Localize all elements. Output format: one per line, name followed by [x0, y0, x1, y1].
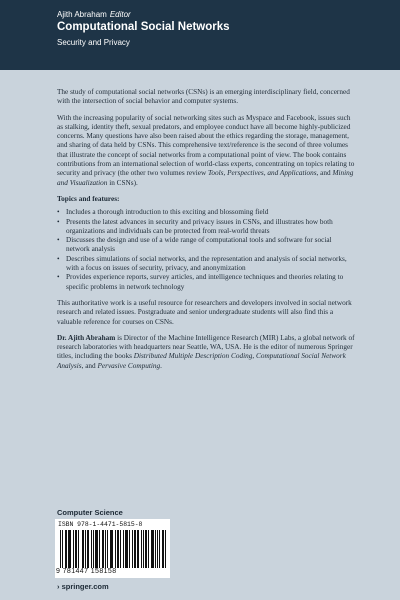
publisher-link[interactable]: › springer.com	[57, 582, 109, 591]
barcode-bar	[102, 530, 103, 568]
barcode-bar	[146, 530, 147, 568]
description-paragraph	[57, 114, 357, 188]
barcode-bar	[83, 530, 84, 568]
barcode-bar	[159, 530, 160, 568]
volume-title-1: Tools, Perspectives, and Applications	[208, 169, 317, 178]
editor-bio-paragraph	[57, 334, 357, 371]
bullet-icon: •	[57, 236, 60, 245]
topic-text: Provides experience reports, survey articles, and intelligence techniques and theories relating to specific problems in network technology	[66, 273, 344, 291]
barcode-bar	[68, 530, 69, 568]
barcode-bar	[87, 530, 88, 568]
barcode-bar	[123, 530, 124, 568]
barcode-bar	[76, 530, 77, 568]
barcode-bar	[165, 530, 166, 568]
barcode-bar	[120, 530, 121, 568]
barcode-bar	[107, 530, 108, 568]
bio-book-title-3: Pervasive Computing	[97, 361, 161, 370]
isbn-label: ISBN 978-1-4471-5815-8	[58, 521, 143, 528]
barcode-bar	[127, 530, 128, 568]
topic-text: Includes a thorough introduction to this exciting and blossoming field	[66, 208, 269, 217]
barcode-bar	[66, 530, 67, 568]
barcode-bar	[143, 530, 144, 568]
barcode-bar	[118, 530, 119, 568]
barcode-bar	[82, 530, 83, 568]
barcode-bar	[60, 530, 61, 568]
bullet-icon: •	[57, 217, 60, 226]
barcode-icon	[58, 530, 167, 568]
barcode-bar	[97, 530, 98, 568]
barcode-bar	[155, 530, 156, 568]
topic-item	[57, 218, 357, 237]
author-role: Editor	[109, 10, 131, 19]
barcode-bar	[153, 530, 154, 568]
barcode-bar	[110, 530, 111, 568]
barcode-bar	[105, 530, 106, 568]
bio-book-title-1: Distributed Multiple Description Coding	[133, 352, 253, 361]
editor-bio-text: is Director of the Machine Intelligence Research (MIR) Labs, a global network of research laboratories with headquarters near Seattle, WA, USA. He is the editor of numerous Springer titles, including the books	[57, 333, 355, 361]
barcode-bar	[65, 530, 66, 568]
back-cover-blurb	[57, 88, 357, 378]
barcode-bar	[145, 530, 146, 568]
barcode-bar	[141, 530, 142, 568]
barcode-bar	[125, 530, 126, 568]
description-text: With the increasing popularity of social networking sites such as Myspace and Facebook, issues such as stalking, identity theft, sexual predators, and employee conduct have all become highly-publicized concerns. Many questions have also been raised about the ethics regarding the storage, management, and sharing of data held by CSNs. This comprehensive text/reference is the second of three volumes that illustrate the concept of social networks from a computational point of view. The book contains contributions from an international selection of world-class experts, concentrating on topics relating to security and privacy (the other two volumes review	[57, 113, 355, 178]
description-end: in CSNs).	[107, 178, 138, 187]
barcode-bar	[135, 530, 136, 568]
author-line	[57, 10, 131, 19]
barcode-bar	[148, 530, 149, 568]
barcode-bar	[103, 530, 104, 568]
volume-title-2: Mining and Visualization	[57, 169, 354, 187]
editor-bio-name: Dr. Ajith Abraham	[57, 333, 116, 342]
topics-heading: Topics and features:	[57, 194, 120, 203]
barcode-bar	[157, 530, 158, 568]
barcode-bar	[117, 530, 118, 568]
barcode-bar	[112, 530, 113, 568]
barcode-bar	[75, 530, 76, 568]
topic-item	[57, 208, 357, 217]
barcode-bar	[151, 530, 152, 568]
barcode-bar	[163, 530, 164, 568]
barcode-bar	[137, 530, 138, 568]
barcode-bar	[91, 530, 92, 568]
barcode-bar	[138, 530, 139, 568]
topic-item	[57, 273, 357, 292]
topics-list	[57, 208, 357, 292]
barcode-bar	[152, 530, 153, 568]
audience-paragraph: This authoritative work is a useful resource for researchers and developers involved in social network research and related issues. Postgraduate and senior undergraduate students will also find this a valuable reference for courses on CSNs.	[57, 298, 352, 326]
cover-header	[0, 0, 400, 70]
barcode-bar	[132, 530, 133, 568]
bullet-icon: •	[57, 208, 60, 217]
author-name: Ajith Abraham	[57, 10, 107, 19]
barcode-bar	[70, 530, 71, 568]
barcode-digits: 9 781447 158158	[56, 568, 117, 575]
bullet-icon: •	[57, 273, 60, 282]
barcode-bar	[111, 530, 112, 568]
topic-text: Presents the latest advances in security and privacy issues in CSNs, and illustrates how both organizations and individuals can be protected from real-world threats	[66, 217, 333, 235]
bullet-icon: •	[57, 254, 60, 263]
bio-separator: ,	[252, 352, 256, 361]
book-subtitle: Security and Privacy	[57, 38, 130, 47]
barcode-bar	[96, 530, 97, 568]
barcode-bar	[115, 530, 116, 568]
book-title: Computational Social Networks	[57, 21, 230, 33]
barcode-bar	[73, 530, 74, 568]
barcode-bar	[95, 530, 96, 568]
isbn-barcode-box	[55, 519, 170, 578]
topic-text: Discusses the design and use of a wide range of computational tools and software for social network analysis	[66, 236, 332, 254]
topic-item	[57, 236, 357, 255]
barcode-bar	[99, 530, 100, 568]
barcode-bar	[126, 530, 127, 568]
topic-text: Describes simulations of social networks, and the representation and analysis of social networks, with a focus on issues of security, privacy, and anonymization	[66, 254, 347, 273]
bio-book-title-2: Computational Social Network Analysis	[57, 352, 346, 370]
description-conjunction: , and	[316, 169, 333, 178]
barcode-bar	[62, 530, 63, 568]
intro-paragraph: The study of computational social networks (CSNs) is an emerging interdisciplinary field, concerned with the intersection of social behavior and computer systems.	[57, 88, 350, 106]
bio-conjunction: , and	[81, 361, 98, 370]
bio-end: .	[160, 361, 162, 370]
barcode-bar	[93, 530, 94, 568]
barcode-bar	[69, 530, 70, 568]
barcode-bar	[134, 530, 135, 568]
barcode-bar	[88, 530, 89, 568]
barcode-bar	[162, 530, 163, 568]
barcode-bar	[78, 530, 79, 568]
barcode-bar	[129, 530, 130, 568]
barcode-bar	[85, 530, 86, 568]
topic-item	[57, 255, 357, 274]
subject-category: Computer Science	[57, 508, 123, 517]
